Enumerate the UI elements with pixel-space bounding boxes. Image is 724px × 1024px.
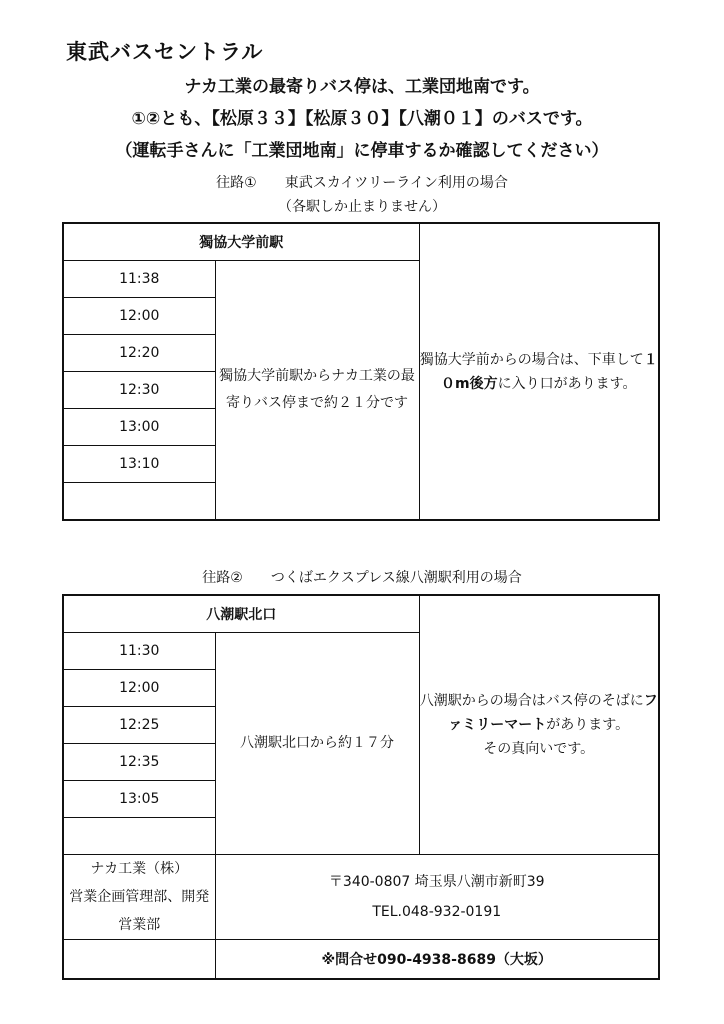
departure-time: 13:00 — [63, 409, 215, 446]
route1-duration-note: 獨協大学前駅からナカ工業の最寄りバス停まで約２１分です — [215, 261, 419, 521]
route1-entrance-text: 獨協大学前からの場合は、下車して — [419, 351, 644, 368]
company-tel: TEL.048-932-0191 — [372, 904, 502, 920]
postal-address: 〒340-0807 埼玉県八潮市新町39 — [328, 874, 545, 890]
route1-timetable — [62, 222, 660, 521]
route1-entrance-text-end: に入り口があります。 — [497, 375, 637, 392]
route2-stop-text-end: があります。 — [546, 717, 630, 733]
route2-stop-text: 八潮駅からの場合はバス停のそばに — [419, 693, 644, 709]
departure-time: 13:10 — [63, 446, 215, 483]
departure-time: 12:35 — [63, 744, 215, 781]
company-dept: 営業企画管理部、開発営業部 — [69, 889, 210, 933]
route1-heading: 往路① 東武スカイツリーライン利用の場合 — [216, 175, 508, 191]
empty-time-cell — [63, 818, 215, 855]
departure-time: 12:20 — [63, 335, 215, 372]
departure-time: 11:30 — [63, 633, 215, 670]
route1-entrance-note — [419, 223, 659, 520]
departure-time: 12:00 — [63, 298, 215, 335]
company-name: ナカ工業（株） — [90, 861, 189, 877]
departure-time: 12:25 — [63, 707, 215, 744]
route1-station: 獨協大学前駅 — [63, 223, 419, 261]
departure-time: 12:30 — [63, 372, 215, 409]
departure-time: 11:38 — [63, 261, 215, 298]
route2-stop-opposite: その真向いです。 — [483, 741, 595, 757]
route1-entrance-distance: １０m後方 — [441, 351, 658, 392]
route2-station: 八潮駅北口 — [63, 595, 419, 633]
company-address — [215, 855, 659, 940]
empty-cell — [63, 940, 215, 980]
familymart-label: ファミリーマート — [448, 693, 658, 733]
page-title: 東武バスセントラル — [66, 40, 264, 64]
bus-stop-info: ナカ工業の最寄りバス停は、工業団地南です。 — [184, 77, 540, 97]
empty-time-cell — [63, 483, 215, 521]
route2-stop-note — [419, 595, 659, 855]
departure-time: 12:00 — [63, 670, 215, 707]
route2-heading: 往路② つくばエクスプレス線八潮駅利用の場合 — [202, 570, 522, 586]
bus-lines-info: ①②とも、【松原３３】【松原３０】【八潮０１】のバスです。 — [131, 109, 593, 129]
driver-confirm-note: （運転手さんに「工業団地南」に停車するか確認してください） — [115, 141, 609, 161]
route2-duration-note: 八潮駅北口から約１７分 — [215, 633, 419, 855]
route2-timetable — [62, 594, 660, 980]
route1-subheading: （各駅しか止まりません） — [278, 199, 446, 215]
departure-time: 13:05 — [63, 781, 215, 818]
company-info — [63, 855, 215, 940]
contact-info: ※問合せ090-4938-8689（大坂） — [215, 940, 659, 980]
